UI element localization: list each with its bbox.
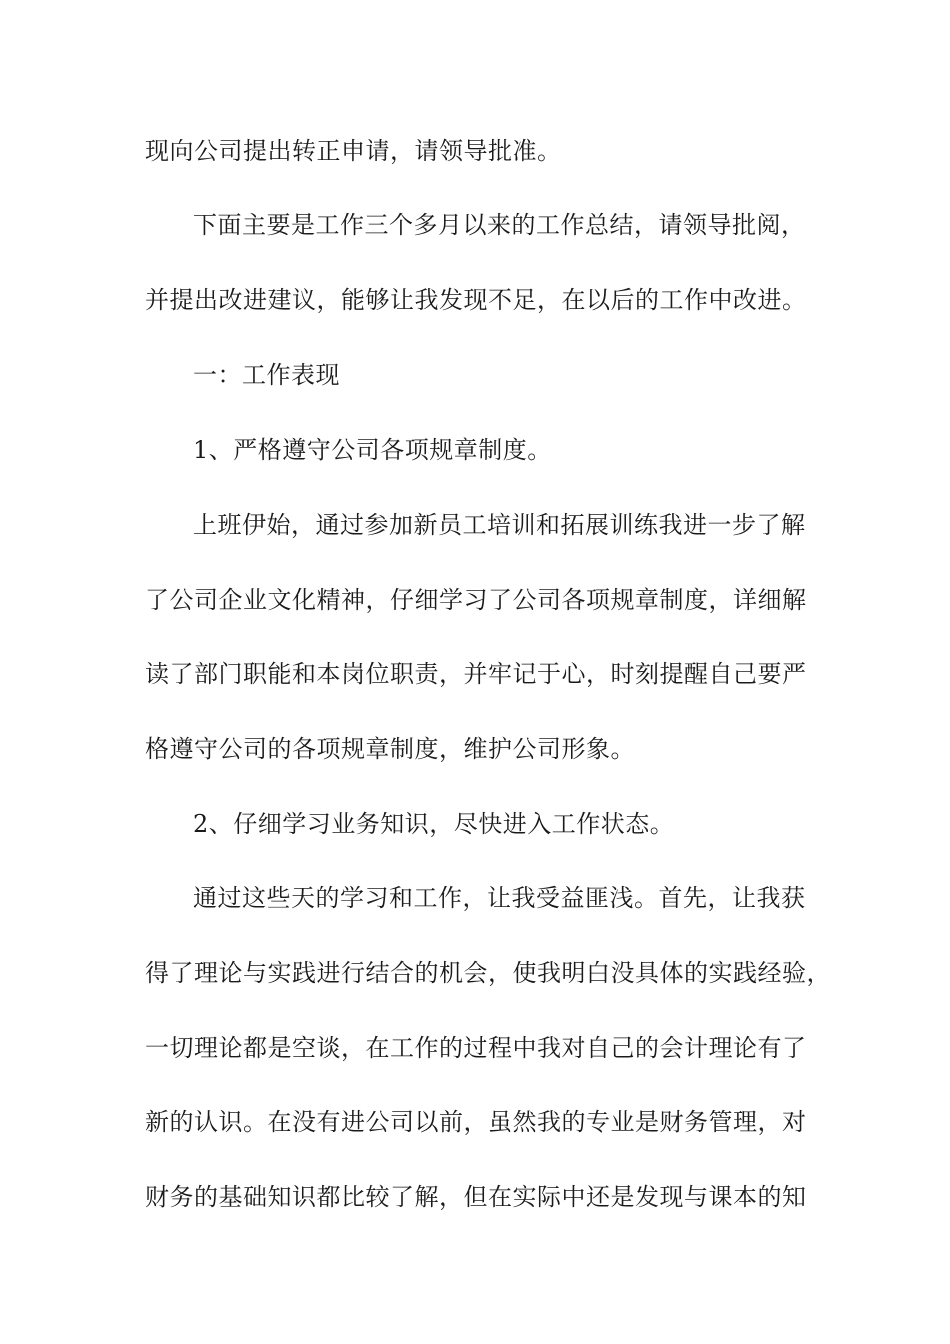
- text-line: 现向公司提出转正申请，请领导批准。: [145, 137, 562, 165]
- text-line: 了公司企业文化精神，仔细学习了公司各项规章制度，详细解: [145, 586, 807, 614]
- text-line: 并提出改进建议，能够让我发现不足，在以后的工作中改进。: [145, 286, 807, 314]
- text-line: 财务的基础知识都比较了解，但在实际中还是发现与课本的知: [145, 1183, 807, 1211]
- subsection-heading: 1、严格遵守公司各项规章制度。: [193, 436, 552, 464]
- text-line: 得了理论与实践进行结合的机会，使我明白没具体的实践经验，: [145, 959, 831, 987]
- text-line: 格遵守公司的各项规章制度，维护公司形象。: [145, 735, 635, 763]
- text-line: 一切理论都是空谈，在工作的过程中我对自己的会计理论有了: [145, 1034, 807, 1062]
- section-heading: 一：工作表现: [193, 361, 340, 389]
- text-line: 读了部门职能和本岗位职责，并牢记于心，时刻提醒自己要严: [145, 660, 807, 688]
- text-line: 新的认识。在没有进公司以前，虽然我的专业是财务管理，对: [145, 1108, 807, 1136]
- subsection-heading: 2、仔细学习业务知识，尽快进入工作状态。: [193, 810, 675, 838]
- text-line: 通过这些天的学习和工作，让我受益匪浅。首先，让我获: [193, 884, 806, 912]
- text-line: 上班伊始，通过参加新员工培训和拓展训练我进一步了解: [193, 511, 806, 539]
- text-line: 下面主要是工作三个多月以来的工作总结，请领导批阅，: [193, 211, 806, 239]
